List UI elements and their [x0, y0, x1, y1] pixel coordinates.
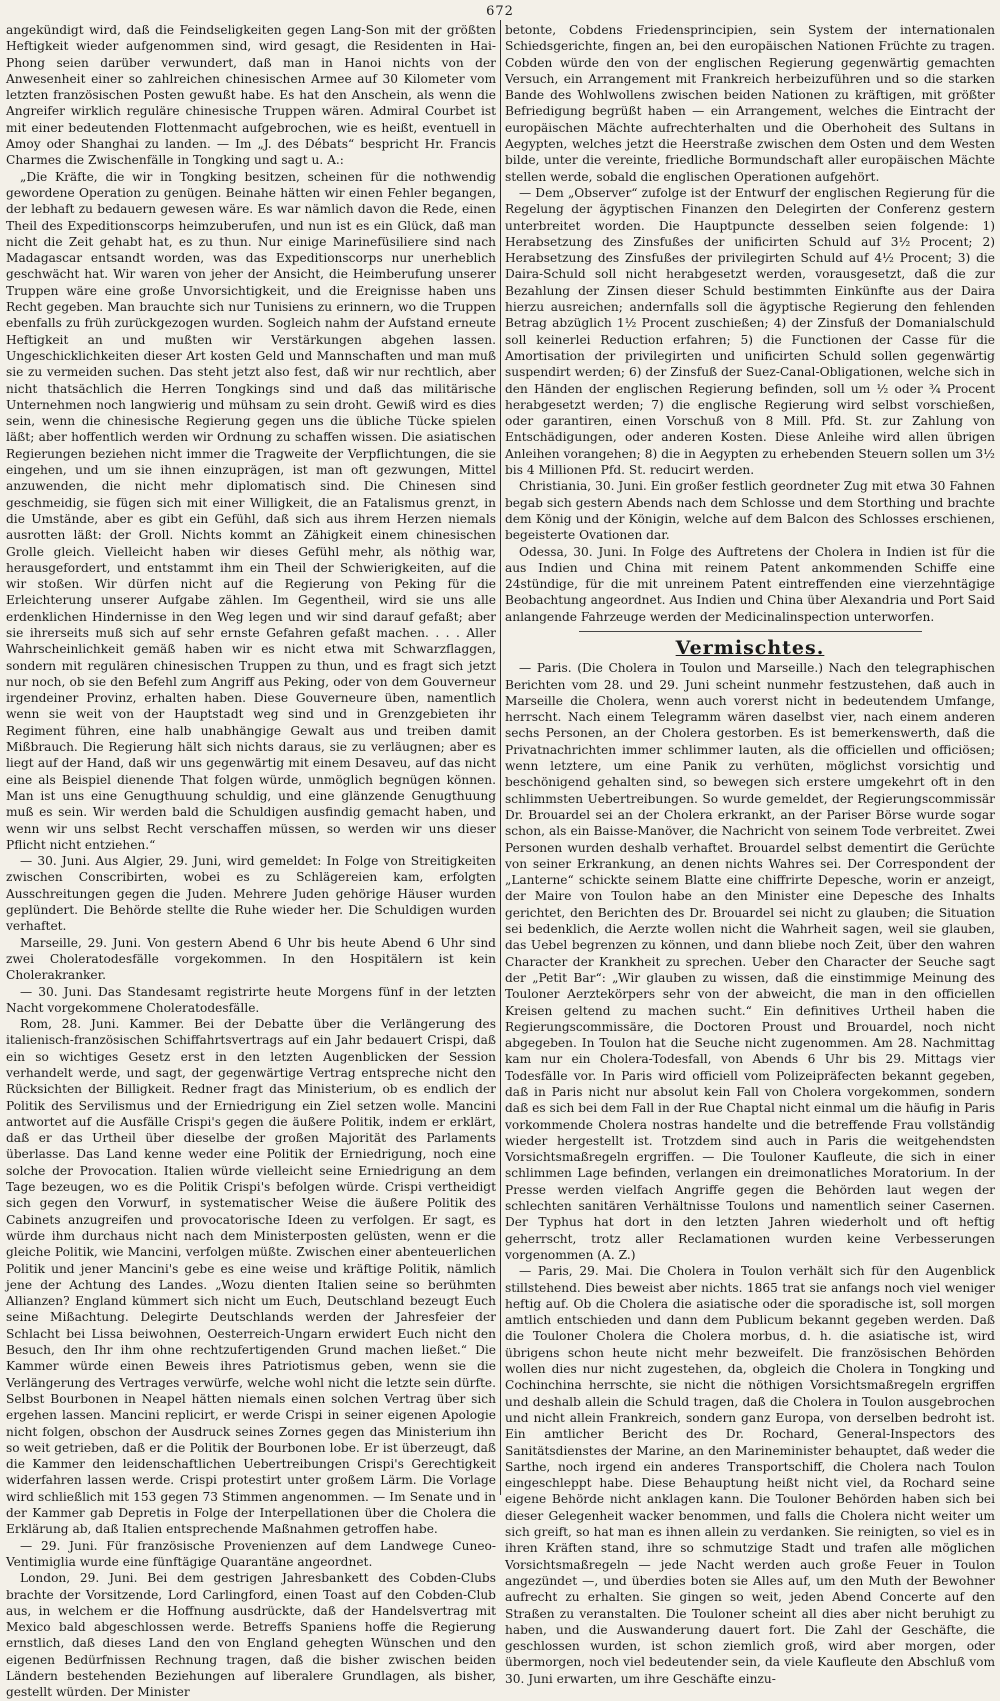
rom-report: Rom, 28. Juni. Kammer. Bei der Debatte über die Verlängerung des italienisch-französischen Schiffahrtsvertrags auf ein Jahr bedauert Crispi, daß ein so wichtiges Gesetz erst in den letzten Augenblicken der Session verhandelt werde, und sagt, der gegenwärtige Vertrag entspreche nicht den Rücksichten der Billigkeit. Redner fragt das Ministerium, ob es endlich der Politik des Servilismus und der Erniedrigung ein Ziel setzen wolle. Mancini antwortet auf die Ausfälle Crispi's gegen die äußere Politik, indem er erklärt, daß er das Urtheil über dieselbe der großen Majorität des Parlaments überlasse. Das Land kenne weder eine Politik der Erniedrigung, noch eine solche der Provocation. Italien würde vielleicht seine Erniedrigung an dem Tage bezeugen, wo es die Politik Crispi's befolgen würde. Crispi vertheidigt sich gegen den Vorwurf, in systematischer Weise die äußere Politik des Cabinets anzugreifen und provocatorische Ideen zu verfolgen. Er sagt, es würde ihm durchaus nicht nach dem Ministerposten gelüsten, wenn er die gleiche Politik, wie Mancini, verfolgen müßte. Zwischen einer abenteuerlichen Politik und jener Mancini's gebe es eine weise und kräftige Politik, nämlich jene der Achtung des Landes. „Wozu dienten Italien seine so berühmten Allianzen? England kümmert sich nicht um Euch, Deutschland bezeugt Euch seine Mißachtung. Delegirte Deutschlands werden der Jahresfeier der Schlacht bei Lissa beiwohnen, Oesterreich-Ungarn erwidert Euch nicht den Besuch, den Ihr ihm ohne rechtzufertigenden Grund machen ließet.“ Die Kammer würde einen Beweis ihres Patriotismus geben, wenn sie die Verlängerung des Vertrages verwürfe, welche wohl nicht die letzte sein dürfte. Selbst Bourbonen in Neapel hätten niemals einen solchen Vertrag über sich ergehen lassen. Mancini replicirt, er werde Crispi in seiner eigenen Apologie nicht folgen, obschon der Ausdruck seines Zornes gegen das Ministerium ihn so weit getrieben, daß er die Politik der Bourbonen lobe. Er ist überzeugt, daß die Kammer den leidenschaftlichen Uebertreibungen Crispi's Gerechtigkeit widerfahren lassen werde. Crispi protestirt unter großem Lärm. Die Vorlage wird schließlich mit 153 gegen 73 Stimmen angenommen. — Im Senate und in der Kammer gab Depretis in Folge der Interpellationen über die Cholera die Erklärung ab, daß Italien entsprechende Maßnahmen getroffen habe.	[6, 1017, 496, 1537]
cobden-continuation: betonte, Cobdens Friedensprincipien, sein System der internationalen Schiedsgerichte, fingen an, bei den europäischen Nationen Früchte zu tragen. Cobden würde den von der englischen Regierung gegenwärtig gemachten Versuch, ein Arrangement mit Frankreich herbeizuführen und so die starken Bande des Wohlwollens zwischen beiden Nationen zu kräftigen, mit größter Befriedigung begrüßt haben — ein Arrangement, welches die Eintracht der europäischen Mächte aufrechterhalten und die Oberhoheit des Sultans in Aegypten, welches jetzt die Heerstraße zwischen dem Osten und dem Westen bilde, unter die vereinte, friedliche Bormundschaft aller europäischen Mächte stellen werde, sobald die englischen Operationen aufgehört.	[505, 23, 995, 184]
debats-quote: „Die Kräfte, die wir in Tongking besitzen, scheinen für die nothwendig gewordene Operation zu genügen. Beinahe hätten wir einen Fehler begangen, der lebhaft zu bedauern gewesen wäre. Es war nämlich davon die Rede, einen Theil des Expeditionscorps heimzuberufen, und nun ist es ein Glück, daß man nicht die Zeit gehabt hat, es zu thun. Nur einige Marinefüsiliere sind nach Madagascar entsandt worden, was das Expeditionscorps nur unerheblich geschwächt hat. Wir waren von jeher der Ansicht, die Heimberufung unserer Truppen wäre eine große Unvorsichtigkeit, und die Ereignisse haben uns Recht gegeben. Man brauchte sich nur Tunisiens zu erinnern, wo die Truppen ebenfalls zu früh zurückgezogen wurden. Sogleich nahm der Aufstand erneute Heftigkeit an und mußten wir Verstärkungen abgehen lassen. Ungeschicklichkeiten dieser Art kosten Geld und Mannschaften und man muß sie zu vermeiden suchen. Das steht jetzt also fest, daß wir nur rechtlich, aber nicht thatsächlich die Herren Tongkings sind und daß das militärische Unternehmen noch langwierig und mühsam zu sein droht. Gewiß wird es dies sein, wenn die chinesische Regierung gegen uns die übliche Tücke spielen läßt; aber hoffentlich werden wir Ordnung zu schaffen wissen. Die asiatischen Regierungen beziehen nicht immer die Tragweite der Verpflichtungen, die sie eingehen, und um sie ihnen einzuprägen, ist man oft gezwungen, Mittel anzuwenden, die nicht mehr diplomatisch sind. Die Chinesen sind geschmeidig, sie fügen sich mit einer Willigkeit, die an Fatalismus grenzt, in die Umstände, aber es gibt ein Gefühl, daß sich aus ihrem Herzen niemals ausrotten läßt: der Groll. Nichts kommt an Zähigkeit einem chinesischen Grolle gleich. Vielleicht haben wir dieses Gefühl mehr, als nöthig war, herausgefordert, und entstammt ihm ein Theil der Schwierigkeiten, auf die wir stoßen. Wir dürfen nicht auf die Regierung von Peking für die Erleichterung unserer Aufgabe zählen. Im Gegentheil, wird sie uns alle erdenklichen Hindernisse in den Weg legen und wir sind darauf gefaßt; aber sie ihrerseits muß sich auf sehr ernste Gefahren gefaßt machen. . . . Aller Wahrscheinlichkeit gemäß haben wir es nicht etwa mit Schwarzflaggen, sondern mit regulären chinesischen Truppen zu thun, und es fragt sich jetzt nur noch, ob sie den Befehl zum Angriff aus Peking, oder von dem Gouverneur irgendeiner Provinz, erhalten haben. Diese Gouverneure üben, namentlich wenn sie weit von der Hauptstadt weg sind und in Grenzgebieten ihr Regiment führen, eine halb unabhängige Gewalt aus und treiben damit Mißbrauch. Die Regierung hält sich nichts daraus, sie zu verläugnen; aber es liegt auf der Hand, daß wir uns gegenwärtig mit einem Desaveu, auf das nicht eine als Beispiel dienende That folgen würde, unmöglich begnügen können. Man ist uns eine Genugthuung schuldig, und eine glänzende Genugthuung muß es sein. Wir werden bald die Schuldigen ausfindig gemacht haben, und wenn wir uns selbst Recht verschaffen müssen, so werden wir uns dieser Pflicht nicht entziehen.“	[6, 169, 496, 852]
paris-cholera-report: — Paris. (Die Cholera in Toulon und Marseille.) Nach den telegraphischen Berichten vom 28. und 29. Juni scheint nunmehr festzustehen, daß auch in Marseille die Cholera, wenn auch vorerst nicht in bedeutendem Umfange, herrscht. Nach einem Telegramm wären daselbst vier, nach einem anderen sechs Personen, an der Cholera gestorben. Es ist bemerkenswerth, daß die Privatnachrichten immer schlimmer lauten, als die officiellen und officiösen; wenn letztere, um eine Panik zu verhüten, möglichst vorsichtig und beschönigend gehalten sind, so bewegen sich erstere umgekehrt oft in den schlimmsten Uebertreibungen. So wurde gemeldet, der Regierungscommissär Dr. Brouardel sei an der Cholera erkrankt, an der Pariser Börse wurde sogar schon, als ein Baisse-Manöver, die Nachricht von seinem Tode verbreitet. Zwei Personen wurden deshalb verhaftet. Brouardel selbst dementirt die Gerüchte von seiner Erkrankung, an denen nichts Wahres sei. Der Correspondent der „Lanterne“ schickte seinem Blatte eine chiffrirte Depesche, worin er anzeigt, der Maire von Toulon habe an den Minister eine Depesche des Inhalts gerichtet, den Berichten des Dr. Brouardel sei nicht zu glauben; die Situation sei bedenklich, die Aerzte wollen nicht die Wahrheit sagen, weil sie glauben, das Uebel begrenzen zu können, und dann bliebe noch Zeit, über den wahren Character der Krankheit zu sprechen. Ueber den Character der Seuche sagt der „Petit Bar“: „Wir glauben zu wissen, daß die einstimmige Meinung des Touloner Aerztekörpers sehr von der abweicht, die man in den officiellen Kreisen geltend zu machen sucht.“ Ein definitives Urtheil haben die Regierungscommissäre, die Doctoren Proust und Brouardel, noch nicht abgegeben. In Toulon hat die Seuche nicht zugenommen. Am 28. Nachmittag kam nur ein Cholera-Todesfall, von Abends 6 Uhr bis 29. Mittags vier Todesfälle vor. In Paris wird officiell vom Polizeipräfecten bekannt gegeben, daß in Paris nicht nur absolut kein Fall von Cholera vorgekommen, sondern daß es sich bei dem Fall in der Rue Chaptal nicht einmal um die häufig in Paris vorkommende Cholera nostras handelte und die betreffende Frau vollständig wieder hergestellt ist. Trotzdem sind auch in Paris die weitgehendsten Vorsichtsmaßregeln ergriffen. — Die Touloner Kaufleute, die sich in einer schlimmen Lage befinden, verlangen ein dreimonatliches Moratorium. In der Presse werden vielfach Angriffe gegen die Behörden laut wegen der schlechten sanitären Verhältnisse Toulons und namentlich seiner Casernen. Der Typhus hat dort in den letzten Jahren wiederholt und oft heftig geherrscht, trotz aller Reclamationen wurden keine Verbesserungen vorgenommen (A. Z.)	[505, 661, 995, 1262]
tongking-report: angekündigt wird, daß die Feindseligkeiten gegen Lang-Son mit der größten Heftigkeit wieder aufgenommen sind, wird gesagt, die Residenten in Hai-Phong seien darüber verwundert, daß man in Hanoi nichts von der Anwesenheit einer so zahlreichen chinesischen Armee auf 30 Kilometer vom letzten französischen Posten gewußt habe. Es hat den Anschein, als wenn die Angreifer wirklich reguläre chinesische Truppen wären. Admiral Courbet ist mit einer bedeutenden Flottenmacht aufgebrochen, wie es heißt, eventuell in Amoy oder Shanghai zu landen. — Im „J. des Débats“ bespricht Hr. Francis Charmes die Zwischenfälle in Tongking und sagt u. A.:	[6, 23, 496, 168]
observer-report: — Dem „Observer“ zufolge ist der Entwurf der englischen Regierung für die Regelung der ägyptischen Finanzen den Delegirten der Conferenz gestern unterbreitet worden. Die Hauptpuncte desselben seien folgende: 1) Herabsetzung des Zinsfußes der unificirten Schuld auf 3½ Procent; 2) Herabsetzung des Zinsfußes der privilegirten Schuld auf 4½ Procent; 3) die Daira-Schuld soll nicht herabgesetzt werden, vorausgesetzt, daß die zur Bezahlung der Zinsen dieser Schuld bestimmten Einkünfte aus der Daira hierzu ausreichen; andernfalls soll die ägyptische Regierung den fehlenden Betrag abzüglich 1½ Procent zuschießen; 4) der Zinsfuß der Domanialschuld soll keinerlei Reduction erfahren; 5) die Functionen der Casse für die Amortisation der privilegirten und unificirten Schuld sollen gegenwärtig suspendirt werden; 6) der Zinsfuß der Suez-Canal-Obligationen, welche sich in den Händen der englischen Regierung befinden, soll um ½ oder ¾ Procent herabgesetzt werden; 7) die englische Regierung wird selbst vorschießen, oder garantiren, einen Vorschuß von 8 Mill. Pfd. St. zur Zahlung von Entschädigungen, oder anderen Kosten. Diese Anleihe wird allen übrigen Anleihen vorangehen; 8) die in Aegypten zu erhebenden Steuern sollen um 3½ bis 4 Millionen Pfd. St. reducirt werden.	[505, 185, 995, 478]
algier-report: — 30. Juni. Aus Algier, 29. Juni, wird gemeldet: In Folge von Streitigkeiten zwischen Conscribirten, wobei es zu Schlägereien kam, erfolgten Ausschreitungen gegen die Juden. Mehrere Juden gehörige Häuser wurden geplündert. Die Behörde stellte die Ruhe wieder her. Die Schuldigen wurden verhaftet.	[6, 854, 496, 934]
quarantine-report: — 29. Juni. Für französische Provenienzen auf dem Landwege Cuneo-Ventimiglia wurde eine fünftägige Quarantäne angeordnet.	[6, 1538, 496, 1569]
marseille-followup: — 30. Juni. Das Standesamt registrirte heute Morgens fünf in der letzten Nacht vorgekommene Choleratodesfälle.	[6, 984, 496, 1015]
marseille-report: Marseille, 29. Juni. Von gestern Abend 6 Uhr bis heute Abend 6 Uhr sind zwei Choleratodesfälle vorgekommen. In den Hospitälern ist kein Cholerakranker.	[6, 935, 496, 983]
odessa-report: Odessa, 30. Juni. In Folge des Auftretens der Cholera in Indien ist für die aus Indien und China mit reinem Patent ankommenden Schiffe eine 24stündige, für die mit unreinem Patent eintreffenden eine vierzehntägige Beobachtung angeordnet. Aus Indien und China über Alexandria und Port Said anlangende Fahrzeuge werden der Medicinalinspection unterworfen.	[505, 544, 995, 624]
christiania-report: Christiania, 30. Juni. Ein großer festlich geordneter Zug mit etwa 30 Fahnen begab sich gestern Abends nach dem Schlosse und dem Storthing und brachte dem König und der Königin, welche auf dem Balcon des Schlosses erschienen, begeisterte Ovationen dar.	[505, 479, 995, 543]
section-title-vermischtes: Vermischtes.	[675, 636, 825, 659]
column-divider	[500, 20, 501, 1495]
page-number: 672	[486, 4, 514, 19]
paris-mai-report: — Paris, 29. Mai. Die Cholera in Toulon verhält sich für den Augenblick stillstehend. Dies beweist aber nichts. 1865 trat sie anfangs noch viel weniger heftig auf. Ob die Cholera die asiatische oder die sporadische ist, soll morgen amtlich entschieden und dann dem Publicum bekannt gegeben werden. Daß die Touloner Cholera die Cholera morbus, d. h. die asiatische ist, wird übrigens schon heute nicht mehr bezweifelt. Die französischen Behörden wollen dies nur nicht zugestehen, da, obgleich die Cholera in Tongking und Cochinchina herrschte, sie nicht die nöthigen Vorsichtsmaßregeln ergriffen und deshalb allein die Schuld tragen, daß die Cholera in Toulon ausgebrochen und nicht allein Frankreich, sondern ganz Europa, von derselben bedroht ist. Ein amtlicher Bericht des Dr. Rochard, General-Inspectors des Sanitätsdienstes der Marine, an den Marineminister behauptet, daß weder die Sarthe, noch irgend ein anderes Transportschiff, die Cholera nach Toulon eingeschleppt habe. Diese Behauptung heißt nicht viel, da Rochard seine eigene Behörde nicht anklagen kann. Die Touloner Behörden haben sich bei dieser Gelegenheit wacker benommen, und falls die Cholera nicht weiter um sich greift, so hat man es ihnen allein zu verdanken. Sie reinigten, so viel es in ihren Kräften stand, ihre so schmutzige Stadt und trafen alle möglichen Vorsichtsmaßregeln — jede Nacht werden auch große Feuer in Toulon angezündet —, und überdies boten sie Alles auf, um den Muth der Bewohner aufrecht zu erhalten. Sie gingen so weit, jeden Abend Concerte auf den Straßen zu veranstalten. Die Touloner scheint all dies aber nicht beruhigt zu haben, und die Auswanderung dauert fort. Die Zahl der Geschäfte, die geschlossen wurden, ist schon ziemlich groß, wird aber morgen, oder übermorgen, noch viel bedeutender sein, da viele Kaufleute den Abschluß vom 30. Juni erwarten, um ihre Geschäfte einzu-	[505, 1264, 995, 1686]
section-rule	[579, 631, 922, 632]
left-column	[6, 22, 496, 1700]
right-column	[505, 22, 995, 1686]
london-report: London, 29. Juni. Bei dem gestrigen Jahresbankett des Cobden-Clubs brachte der Vorsitzende, Lord Carlingford, einen Toast auf den Cobden-Club aus, in welchem er die Hoffnung ausdrückte, daß der Handelsvertrag mit Mexico bald abgeschlossen werde. Betreffs Spaniens hoffe die Regierung ernstlich, daß dieses Land den von England gehegten Wünschen und den eigenen Bedürfnissen Rechnung tragen, daß die bisher zwischen beiden Ländern bestehenden Beziehungen auf liberalere Grundlagen, als bisher, gestellt würden. Der Minister	[6, 1571, 496, 1700]
